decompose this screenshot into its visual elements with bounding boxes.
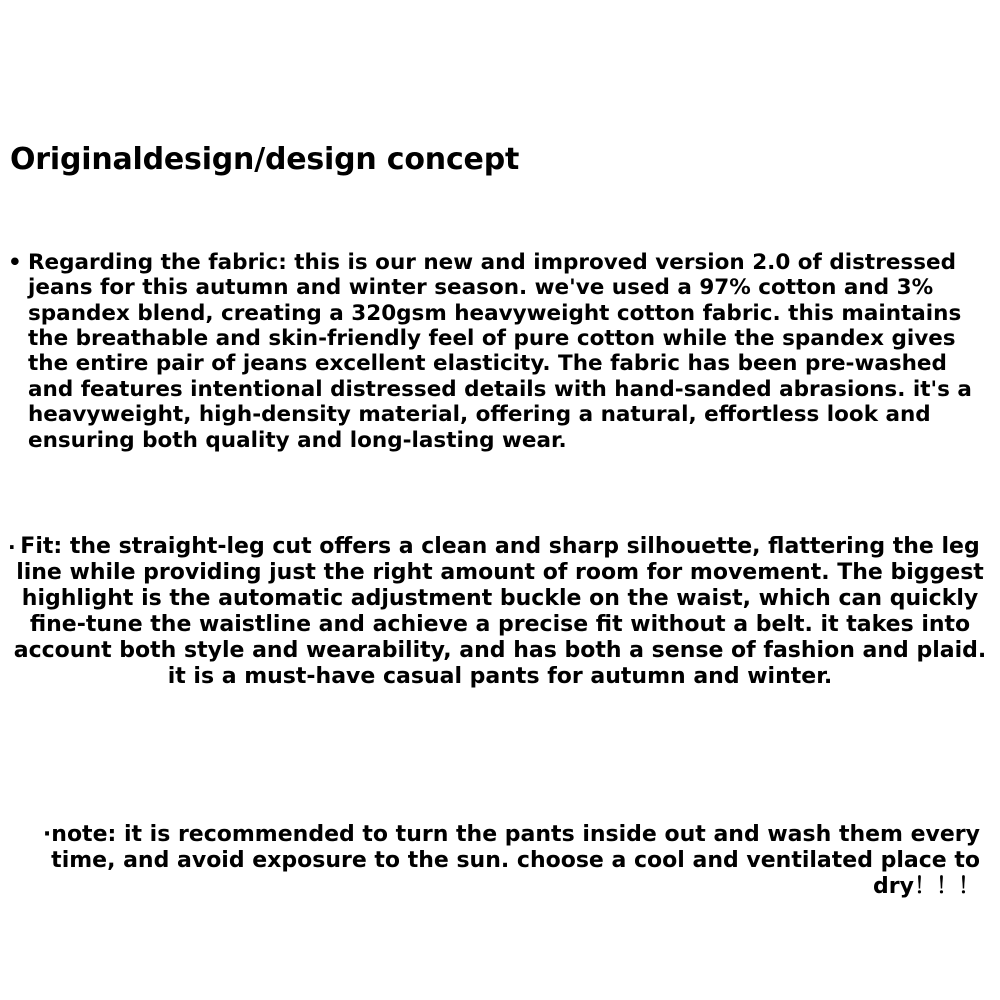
note-paragraph <box>20 822 980 900</box>
fabric-paragraph-text: Regarding the fabric: this is our new and improved version 2.0 of distressed jeans for this autumn and winter season. we've used a 97% cotton and 3% spandex blend, creating a 320gsm heavyweight cotton fabric. this maintains the breathable and skin-friendly feel of pure cotton while the spandex gives the entire pair of jeans excellent elasticity. The fabric has been pre-washed and features intentional distressed details with hand-sanded abrasions. it's a heavyweight, high-density material, offering a natural, effortless look and ensuring both quality and long-lasting wear. <box>28 250 972 453</box>
fabric-paragraph <box>8 250 988 453</box>
bullet-marker-fabric: • <box>8 250 22 275</box>
fit-paragraph <box>8 534 992 690</box>
note-paragraph-text: ·note: it is recommended to turn the pants inside out and wash them every time, and avoid exposure to the sun. choose a cool and ventilated place to dry！！！ <box>42 822 980 899</box>
bullet-marker-fit: · <box>8 535 16 559</box>
fit-paragraph-text: Fit: the straight-leg cut offers a clean and sharp silhouette, flattering the leg line while providing just the right amount of room for movement. The biggest highlight is the automatic adjustment buckle on the waist, which can quickly fine-tune the waistline and achieve a precise fit without a belt. it takes into account both style and wearability, and has both a sense of fashion and plaid. it is a must-have casual pants for autumn and winter. <box>13 534 987 689</box>
page-title: Originaldesign/design concept <box>10 142 520 178</box>
